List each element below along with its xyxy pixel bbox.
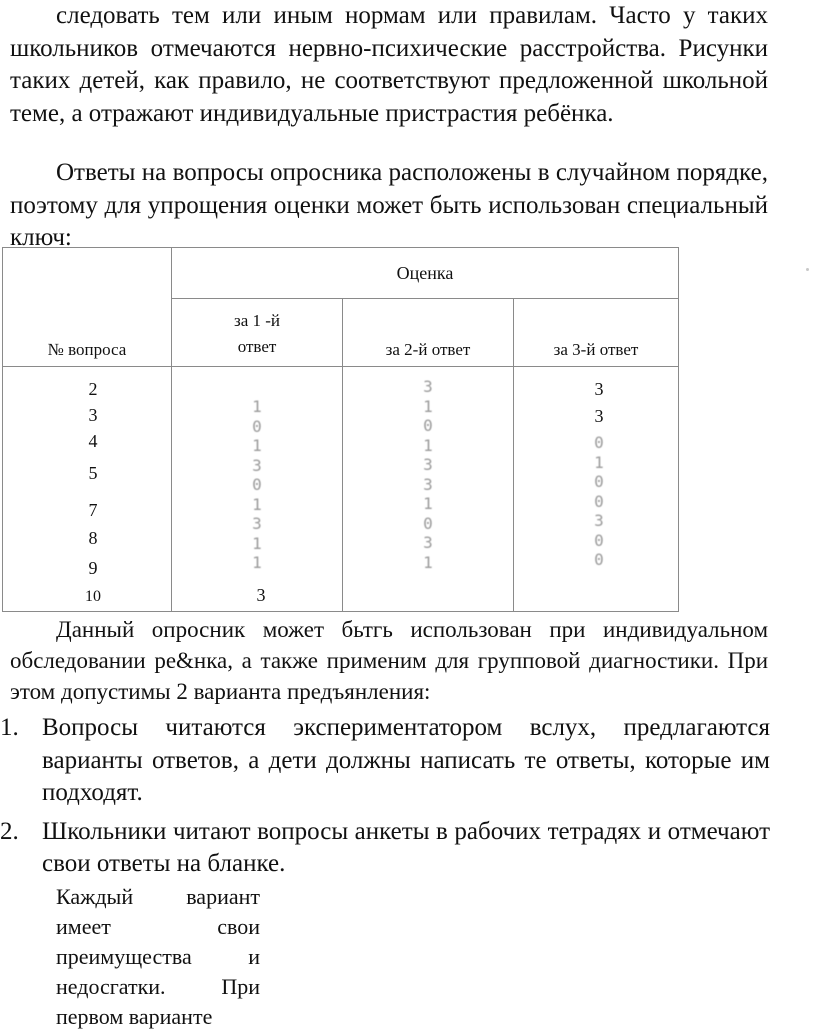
answer1-value: 1 [252,436,262,455]
answer3-value: 3 [594,511,604,530]
answer2-value: 1 [423,494,433,513]
list-item [0,816,770,881]
answer1-value: 1 [252,397,262,416]
answer2-value: 1 [423,552,433,572]
list-item [0,712,770,810]
list-item-number: 1. [0,714,19,741]
answer2-value: 1 [423,396,433,416]
header-score: Оценка [172,248,679,299]
answer3-value: 0 [594,530,604,550]
answer1-value: 1 [252,533,262,553]
answer3-value: 3 [594,406,604,426]
answer3-value: 0 [594,472,604,491]
answer1-value: 0 [252,475,262,494]
list-item-number: 2. [0,817,19,845]
cell-answer-2-values [343,367,514,612]
answer3-value: 3 [594,379,604,399]
paragraph-key-intro: Ответы на вопросы опросника расположены в случайном порядке, поэтому для упрощения оценки может быть использован специальный ключ: [10,159,768,251]
answer2-value: 0 [423,513,433,533]
answer1-value: 3 [252,455,262,475]
answer1-last-value: 3 [256,585,266,605]
answer-key-table [2,247,679,612]
answer1-value: 1 [252,494,262,514]
answer2-value: 3 [423,377,433,396]
question-number: 10 [85,588,101,605]
cell-question-numbers [3,367,172,612]
answer2-value: 1 [423,435,433,455]
answer2-value: 3 [423,474,433,494]
answer2-value: 3 [423,455,433,474]
cell-answer-3-values [514,367,679,612]
paragraph-administration: Данный опросник может бьтгь использован при индивидуальном обследовании ре&нка, а также применим для групповой диагностики. При этом допустимы 2 варианта предъянления: [10,617,768,704]
question-number: 5 [88,463,98,483]
answer2-value: 0 [423,416,433,435]
header-answer-2: за 2-й ответ [343,299,514,367]
answer2-value: 3 [423,533,433,552]
narrow-column-text: Каждый вариант имеет свои преимущества и недосгатки. При первом варианте [56,884,260,1029]
question-number: 4 [88,431,98,451]
question-number: 3 [88,405,98,425]
header-answer-1: за 1 -й ответ [172,299,343,367]
answer1-value: 0 [252,416,262,436]
answer3-value: 0 [594,491,604,511]
answer3-value: 1 [594,452,604,472]
question-number: 7 [88,500,98,520]
variants-list [0,712,770,887]
question-number: 2 [88,379,98,399]
answer3-value: 0 [594,550,604,569]
list-item-text: Школьники читают вопросы анкеты в рабочих тетрадях и отмечают свои ответы на бланке. [42,817,770,877]
answer1-value: 1 [252,553,262,572]
answer1-value: 3 [252,514,262,533]
header-answer-3: за 3-й ответ [514,299,679,367]
header-question-number: № вопроса [3,248,172,367]
question-number: 9 [88,558,98,578]
paragraph-intro: следовать тем или иным нормам или правилам. Часто у таких школьников отмечаются нервно-психические расстройства. Рисунки таких детей, как правило, не соответствуют предложенной школьной теме, а отражают индивидуальные пристрастия ребёнка. [10,2,768,127]
answer3-value: 0 [594,433,604,452]
list-item-text: Вопросы читаются экспериментатором вслух, предлагаются варианты ответов, а дети должны написать те ответы, которые им подходят. [42,714,770,806]
cell-answer-1-values [172,367,343,612]
question-number: 8 [88,528,98,548]
scan-speck [806,268,809,271]
